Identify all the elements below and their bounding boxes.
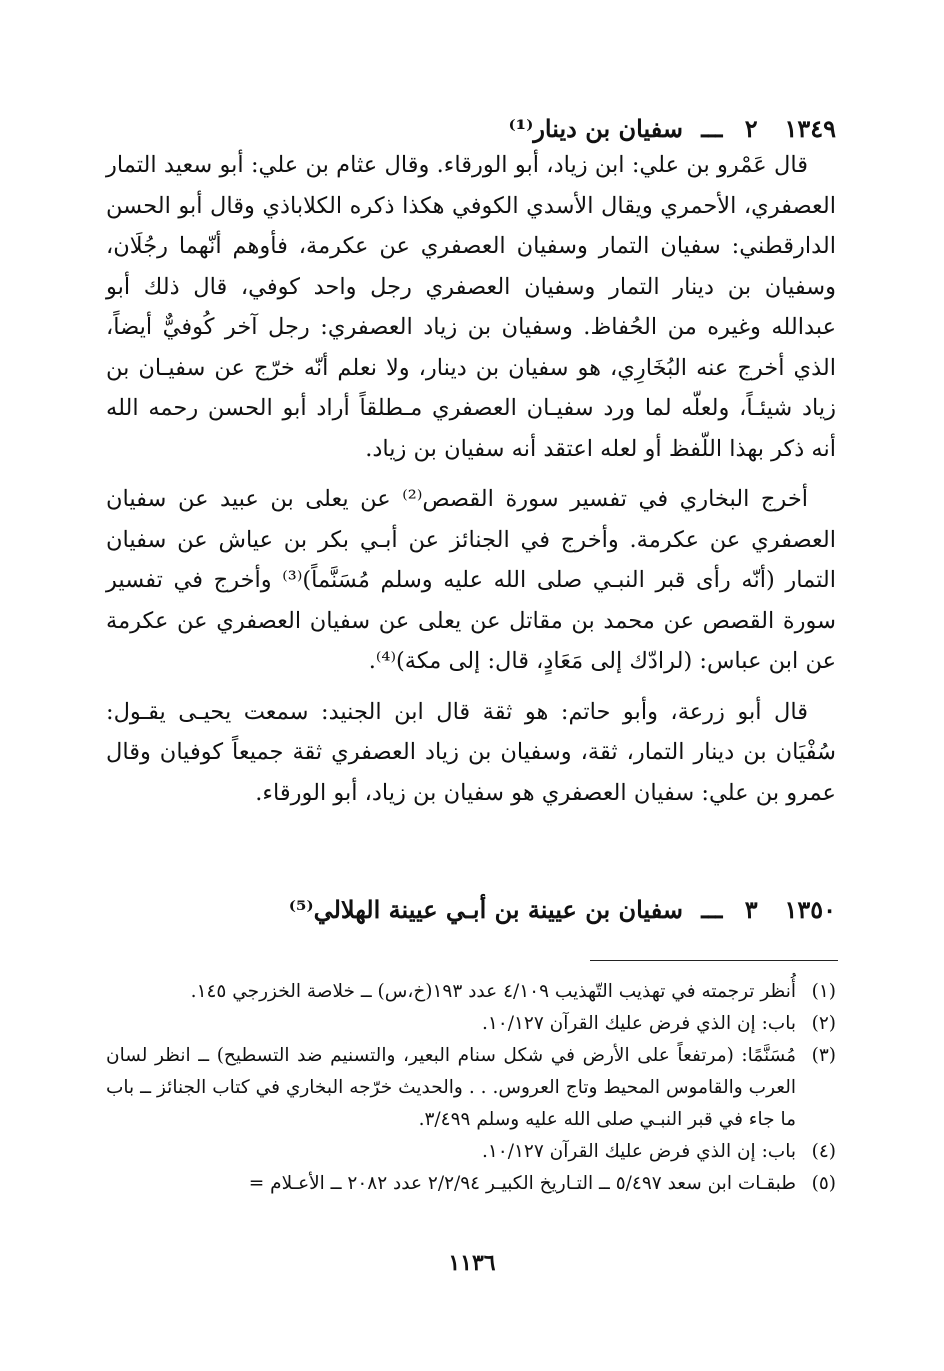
footnote <box>106 1168 836 1200</box>
footnote-text: باب: إن الذي فرض عليك القرآن ١٠/١٢٧. <box>481 1013 796 1034</box>
body-text <box>106 145 836 813</box>
footnote-text: طبقـات ابن سعد ٥/٤٩٧ ــ التـاريخ الكبيـر ٢/٢/٩٤ عدد ٢٠٨٢ ــ الأعـلام = <box>248 1173 796 1194</box>
footnote-text: باب: إن الذي فرض عليك القرآن ١٠/١٢٧. <box>481 1141 796 1162</box>
page-number: ١١٣٦ <box>448 1250 496 1276</box>
entry-title: سفيان بن دينار⁽¹⁾ <box>508 114 683 143</box>
entry-title: سفيان بن عيينة بن أبـي عيينة الهلالي⁽⁵⁾ <box>288 895 683 924</box>
footnote <box>106 1008 836 1040</box>
footnote-text: مُسَنَّمًا: (مرتفعاً على الأرض في شكل سنام البعير، والتسنيم ضد التسطيح) ــ انظر لسان العرب والقاموس المحيط وتاج العروس. . . والحديث خرّجه البخاري في كتاب الجنائز ــ باب ما جاء في قبر النبـي صلى الله عليه وسلم ٣/٤٩٩. <box>106 1045 796 1130</box>
entry-index: ٣ <box>744 895 758 924</box>
footnote <box>106 1136 836 1168</box>
paragraph: قال عَمْرو بن علي: ابن زياد، أبو الورقاء. وقال عثام بن علي: أبو سعيد التمار العصفري، الأحمري ويقال الأسدي الكوفي هكذا ذكره الكلاباذي وقال أبو الحسن الدارقطني: سفيان التمار وسفيان العصفري عن عكرمة، فأوهم أنّهما رجُلَان، وسفيان بن دينار التمار وسفيان العصفري رجل واحد كوفي، قال ذلك أبو عبدالله وغيره من الحُفاظ. وسفيان بن زياد العصفري: رجل آخر كُوفيٌّ أيضاً، الذي أخرج عنه البُخَارِي، هو سفيان بن دينار، ولا نعلم أنّه خرّج عن سفيـان بن زياد شيئـاً، ولعلّه لما ورد سفيـان العصفري مـطلقاً أراد أبو الحسن رحمه الله أنه ذكر بهذا اللّفظ أو لعله اعتقد أنه سفيان بن زياد. <box>106 152 836 462</box>
footnote <box>106 976 836 1008</box>
footnote-number: (٢) <box>811 1013 836 1034</box>
footnote-number: (٤) <box>811 1141 836 1162</box>
footnote-separator <box>590 960 838 961</box>
entry-heading <box>106 112 836 146</box>
footnote <box>106 1040 836 1136</box>
footnotes <box>106 976 836 1200</box>
entry-dash: ـــ <box>701 114 723 143</box>
entry-heading <box>106 893 836 927</box>
footnote-number: (٥) <box>811 1173 836 1194</box>
entry-index: ٢ <box>744 114 758 143</box>
paragraph: أخرج البخاري في تفسير سورة القصص⁽²⁾ عن يعلى بن عبيد عن سفيان العصفري عن عكرمة. وأخرج في الجنائز عن أبـي بكر بن عياش عن سفيان التمار (أنّه رأى قبر النبـي صلى الله عليه وسلم مُسَنَّماً)⁽³⁾ وأخرج في تفسير سورة القصص عن محمد بن مقاتل عن يعلى عن سفيان العصفري عن عكرمة عن ابن عباس: (لرادّك إلى مَعَادٍ، قال: إلى مكة)⁽⁴⁾. <box>106 486 836 674</box>
entry-number: ١٣٤٩ <box>784 114 836 143</box>
footnote-number: (١) <box>811 981 836 1002</box>
paragraph: قال أبو زرعة، وأبو حاتم: هو ثقة قال ابن الجنيد: سمعت يحيـى يقـول: سُفْيَان بن دينار التمار، ثقة، وسفيان بن زياد العصفري ثقة جميعاً كوفيان وقال عمرو بن علي: سفيان العصفري هو سفيان بن زياد، أبو الورقاء. <box>106 698 836 806</box>
footnote-number: (٣) <box>811 1045 836 1066</box>
entry-number: ١٣٥٠ <box>784 895 836 924</box>
entry-dash: ـــ <box>701 895 723 924</box>
footnote-text: أُنظر ترجمته في تهذيب التّهذيب ٤/١٠٩ عدد ١٩٣(خ،س) ــ خلاصة الخزرجي ١٤٥. <box>190 981 796 1002</box>
